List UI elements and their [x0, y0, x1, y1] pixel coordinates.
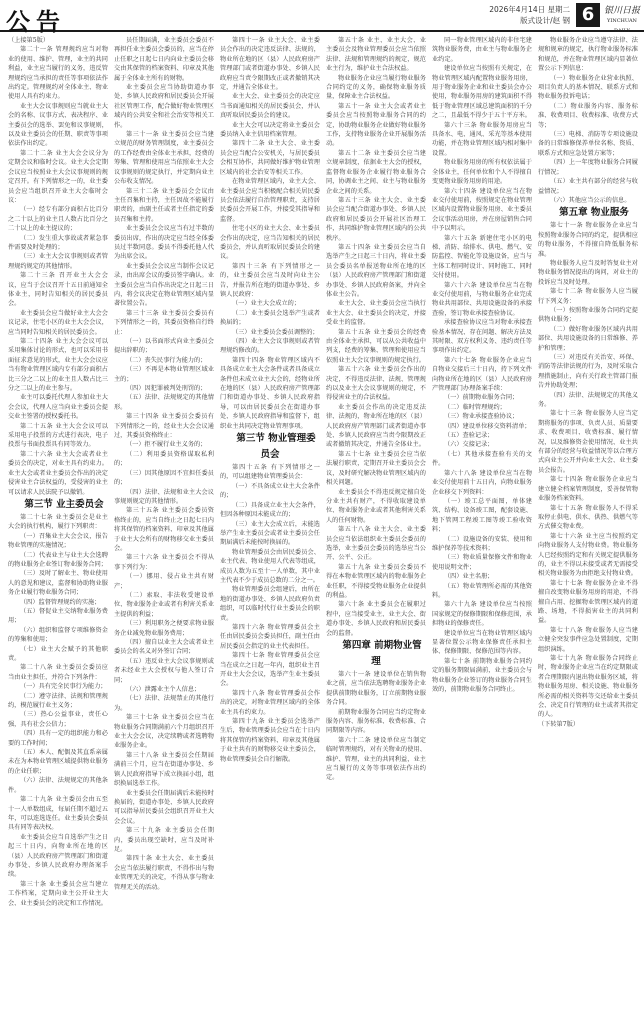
article-paragraph: （一）物业服务企业营业执照、项目负责人的基本情况、联系方式和物业服务投诉电话；: [538, 74, 638, 101]
article-columns: [8, 36, 638, 1018]
article-paragraph: 第五十七条 业主委员会应当依法履行职责，定期召开业主委员会会议，及时研究解决物业管理区域内的相关问题。: [326, 450, 426, 487]
article-paragraph: （二）发生重大事故或者紧急事件需要及时处理的；: [8, 234, 108, 251]
article-paragraph: 第六十六条 建设单位应当在物业交付使用前，与物业服务企业完成物业共用部位、共用设施设备的承接查验，签订物业承接查验协议。: [432, 281, 532, 317]
article-paragraph: （四）业主大会议事规则或者管理规约修改的。: [220, 338, 320, 355]
article-paragraph: 第七十七条 物业服务企业不得擅自改变物业服务用房的用途，不得擅自占用、挖掘物业管理区域内的道路、场地，不得损害业主的共同利益。: [538, 579, 638, 625]
article-paragraph: （三）电梯、消防等专项设施设备的日常维修保养单位名称、资质、联系方式和应急处置方案等；: [538, 131, 638, 157]
article-paragraph: 第三十一条 业主委员会应当建立规范的财务管理制度，业主委员会的工作经费由全体业主承担，经费的筹集、管理和使用应当依照业主大会议事规则的规定执行，并定期向业主公布收支情况。: [114, 131, 214, 186]
newspaper-logo: [604, 6, 640, 36]
article-paragraph: 第六十条 业主委员会在履职过程中，应当接受业主、业主大会、街道办事处、乡镇人民政府和居民委员会的监督。: [326, 601, 426, 637]
article-paragraph: （一）按照物业服务合同约定提供物业服务；: [538, 306, 638, 324]
article-paragraph: 第四十八条 物业管理委员会作出的决定，对物业管理区域内的全体业主具有约束力。: [220, 689, 320, 716]
article-paragraph: 业主大会、业主委员会的决定应当书面通知相关的居民委员会，并认真听取居民委员会的建议。: [220, 93, 320, 120]
article-paragraph: （上接第5版）: [8, 37, 50, 44]
text-column-2: [114, 36, 214, 1018]
article-paragraph: 第七十八条 物业服务人应当建立健全突发事件应急处置制度，定期组织演练。: [538, 626, 638, 653]
article-paragraph: 第七十四条 物业服务企业应当建立健全档案管理制度，妥善保管物业服务档案资料。: [538, 476, 638, 503]
article-paragraph: （五）违反业主大会议事规则或者未经业主大会授权与他人签订合同；: [114, 657, 214, 684]
article-paragraph: 第六十八条 建设单位应当在物业交付使用前十五日内，向物业服务企业移交下列资料：: [432, 469, 532, 496]
article-paragraph: 第三十四条 业主委员会委员有下列情形之一的，经业主大会会议通过，其委员资格终止：: [114, 413, 214, 440]
article-paragraph: 第三十九条 业主委员会任期内，委员出现空缺时，应当及时补足。: [114, 827, 214, 853]
article-paragraph: 第四十四条 物业管理区域内不具备成立业主大会条件或者具备成立条件但未成立业主大会的，经物业所在地的区（县）人民政府房产管理部门和街道办事处、乡镇人民政府指导，可以由居民委员会在街道办事处、乡镇人民政府指导和监督下，组织业主共同决定物业管理事项。: [220, 356, 320, 430]
layout-editor: 版式设计/赵 钢: [520, 16, 570, 25]
article-paragraph: （六）其他应当公示的信息。: [550, 196, 631, 204]
article-paragraph: （二）物业服务内容、服务标准、收费项目、收费标准、收费方式等；: [538, 102, 638, 129]
article-paragraph: （六）泄露业主个人信息；: [126, 686, 201, 694]
article-paragraph: 业主委员会应当协助街道办事处、乡镇人民政府和居民委员会开展社区管理工作，配合做好物业管理区域内的公共安全和社会治安等相关工作。: [114, 84, 214, 129]
article-paragraph: （二）索取、非法收受建设单位、物业服务企业或者有利害关系业主提供的利益；: [114, 591, 214, 618]
article-paragraph: 第四十九条 业主委员会选举产生后，物业管理委员会应当在十日内将其保管的档案资料、印章及其他属于业主共有的财物移交业主委员会，物业管理委员会自行解散。: [220, 718, 320, 763]
article-paragraph: （二）具备成立业主大会条件，但因各种原因未能成立的；: [220, 501, 320, 519]
article-paragraph: （二）临时管理规约；: [444, 403, 506, 411]
article-paragraph: 业主委员会应当自选举产生之日起三十日内，向物业所在地的区（县）人民政府房产管理部门和街道办事处、乡镇人民政府办理备案手续。: [8, 833, 108, 879]
article-paragraph: 第五十八条 业主大会、业主委员会应当依法组织业主委员会委员的选举，业主委员会委员的选举应当公开、公平、公正。: [326, 526, 426, 562]
article-paragraph: 业主大会可以决定将业主委员会委员纳入业主信用档案管理。: [220, 121, 320, 139]
article-paragraph: （六）组织和监督专项维修资金的筹集和使用；: [8, 626, 108, 644]
chapter-heading: 第四章 前期物业管理: [342, 640, 422, 667]
article-paragraph: （五）物业管理所必需的其他资料。: [432, 582, 532, 599]
article-paragraph: （二）遵守法律、法规和管理规约，模范履行业主义务；: [8, 692, 108, 710]
article-paragraph: 物业管理委员会由居民委员会、业主代表、物业使用人代表等组成，成员人数为五至十一人单数，其中业主代表不少于成员总数的二分之一。: [220, 548, 320, 584]
article-paragraph: （一）以书面形式向业主委员会提出辞职的；: [114, 338, 214, 355]
article-paragraph: （三）业主大会议事规则或者管理规约规定的其他情形。: [8, 253, 108, 270]
article-paragraph: 第七十三条 物业服务人应当定期将服务的事项、负责人员、质量要求、收费项目、收费标准、履行情况，以及维修资金使用情况、业主共有部分的经营与收益情况等以合理方式向业主公开并向业主大会、业主委员会报告。: [538, 410, 638, 474]
section-title: 公告: [6, 8, 66, 36]
article-paragraph: （四）因犯罪被判处刑罚的；: [126, 385, 207, 393]
article-paragraph: （三）利用职务之便要求物业服务企业减免物业服务费用；: [114, 620, 214, 637]
article-paragraph: 第四十二条 业主大会、业主委员会应当配合公安机关，与居民委员会相互协作，共同做好维护物业管理区域内的社会治安等相关工作。: [220, 140, 320, 176]
article-paragraph: 住宅小区的业主大会、业主委员会作出的决定，应当告知相关的居民委员会，并认真听取居民委员会的建议。: [220, 225, 320, 261]
article-paragraph: （五）查验记录；: [444, 432, 494, 440]
article-paragraph: 物业服务人应当及时答复业主对物业服务情况提出的询问，对业主的投诉应当及时处理。: [538, 259, 638, 286]
article-paragraph: 物业服务企业应当履行物业服务合同约定的义务，确保物业服务质量，保障业主合法权益。: [326, 74, 426, 101]
article-paragraph: 业主可以委托代理人参加业主大会会议，代理人应当向业主委员会提交业主签署的授权委托书。: [8, 394, 108, 421]
article-paragraph: 第四十五条 有下列情形之一的，可以组建物业管理委员会：: [220, 464, 320, 481]
article-paragraph: （一）业主大会成立的；: [232, 300, 301, 308]
article-paragraph: 业主委员会应当做好业主大会会议记录，住宅小区的业主大会会议，应当同时告知相关的居民委员会。: [8, 309, 108, 336]
article-paragraph: 第四十条 业主大会、业主委员会应当依法履行职责，不得作出与物业管理无关的决定，不得从事与物业管理无关的活动。: [114, 855, 214, 891]
article-paragraph: 第四十七条 物业管理委员会应当在成立之日起一年内，组织业主召开业主大会会议，选举产生业主委员会。: [220, 652, 320, 688]
page-number-badge: 6: [576, 3, 600, 27]
issue-meta: [489, 4, 570, 26]
text-column-6: [538, 36, 638, 1018]
article-paragraph: 第三十六条 业主委员会不得从事下列行为：: [114, 554, 214, 571]
article-paragraph: 第五十五条 业主委员会的经费由全体业主承担，可以从公共收益中列支，经费的筹集、管理和使用应当依照业主大会议事规则的规定执行。: [326, 328, 426, 364]
article-paragraph: 第二十二条 业主大会会议分为定期会议和临时会议。业主大会定期会议应当按照业主大会议事规则的规定召开。有下列情形之一的，业主委员会应当组织召开业主大会临时会议：: [8, 149, 108, 204]
article-paragraph: （四）上一年度物业服务合同履行情况；: [538, 159, 638, 176]
article-paragraph: （四）业主名册；: [444, 573, 494, 581]
article-paragraph: （四）监督管理规约的实施；: [20, 598, 101, 606]
article-paragraph: （四）擅自以业主大会或者业主委员会的名义对外签订合同；: [114, 639, 214, 656]
article-paragraph: （五）督促业主交纳物业服务费用；: [8, 607, 108, 625]
article-paragraph: （二）丧失民事行为能力的；: [126, 356, 207, 364]
article-paragraph: 业主委员会不得违反规定擅自处分业主共有财产，不得收取建设单位、物业服务企业或者其他利害关系人的任何财物。: [326, 488, 426, 524]
article-paragraph: 第二十四条 业主大会会议可以采用集体讨论的形式，也可以采用书面征求意见的形式，业主大会会议应当有物业管理区域内专有部分面积占比三分之二以上的业主且人数占比三分之二以上的业主参与。: [8, 338, 108, 393]
article-paragraph: 业主大会、业主委员会应当执行业主大会、业主委员会的决定，并接受业主的监督。: [326, 300, 426, 327]
article-paragraph: 第二十五条 业主大会会议可以采用电子投票的方式进行表决，电子投票与书面投票具有同等效力。: [8, 422, 108, 449]
article-paragraph: 第二十一条 管理规约应当对物业的使用、维护、管理，业主的共同利益，业主应当履行的义务，违反管理规约应当承担的责任等事项依法作出约定。管理规约对全体业主、物业使用人具有约束力。: [8, 46, 108, 101]
article-paragraph: 在物业管理区域内，业主大会、业主委员会应当积极配合相关居民委员会依法履行自治管理职责，支持居民委员会开展工作，并接受其指导和监督。: [220, 178, 320, 223]
article-paragraph: 第六十七条 物业服务企业应当自物业交接后三十日内，持下列文件向物业所在地的区（县）人民政府房产管理部门办理备案手续：: [432, 356, 532, 393]
article-paragraph: 第三十五条 业主委员会委员资格终止的，应当自终止之日起七日内将其保管的档案资料、印章及其他属于业主大会所有的财物移交业主委员会。: [114, 507, 214, 552]
issue-date: 2026年4月14日 星期二: [489, 5, 570, 14]
article-paragraph: （下转第7版）: [538, 720, 580, 728]
chapter-heading: 第三节 业主委员会: [24, 498, 104, 510]
article-paragraph: （七）其他承接查验有关的文件。: [432, 450, 532, 468]
article-paragraph: （二）业主委员会选举产生或者换届的；: [220, 309, 320, 327]
article-paragraph: （三）热心公益事业，责任心强，具有社会公信力；: [8, 711, 108, 728]
article-paragraph: 业主委员会任期届满后未能按时换届的，街道办事处、乡镇人民政府可以指导居民委员会组织召开业主大会会议。: [114, 789, 214, 825]
article-paragraph: 第二十三条 召开业主大会会议，应当于会议召开十五日前通知全体业主，同时告知相关的居民委员会。: [8, 272, 108, 308]
article-paragraph: 第七十六条 业主应当按照约定向物业服务人支付物业费。物业服务人已经按照约定和有关规定提供服务的，业主不得以未接受或者无需接受相关物业服务为由拒绝支付物业费。: [538, 532, 638, 578]
article-paragraph: 业主委员会会议应当制作会议记录，由出席会议的委员签字确认。业主委员会应当自作出决定之日起三日内，将会议决定在物业管理区域内显著位置公告。: [114, 262, 214, 308]
article-paragraph: 前期物业服务合同应当约定物业服务内容、服务标准、收费标准、合同期限等内容。: [326, 708, 426, 735]
article-paragraph: 业主委员会作出的决定违反法律、法规的，物业所在地的区（县）人民政府房产管理部门或者街道办事处、乡镇人民政府应当责令限期改正或者撤销其决定，并通告全体业主。: [326, 403, 426, 449]
article-paragraph: （三）不再是本物业管理区域业主的；: [114, 366, 214, 383]
article-paragraph: 第六十三条 物业服务用房应当具备水、电、通风、采光等基本使用功能，并在物业管理区域内相对集中设置。: [432, 121, 532, 157]
logo-subtitle: YINCHUAN DAILY: [607, 18, 637, 34]
article-paragraph: 第四十一条 业主大会、业主委员会作出的决定违反法律、法规的，物业所在地的区（县）人民政府房产管理部门或者街道办事处、乡镇人民政府应当责令限期改正或者撤销其决定，并通告全体业主。: [220, 37, 320, 92]
article-paragraph: 第七十二条 物业服务人应当履行下列义务：: [538, 288, 638, 305]
article-paragraph: （四）建设单位移交资料清单；: [444, 422, 531, 430]
article-paragraph: 建设单位应当在物业管理区域内显著位置公示物业保修责任承担主体、保修期限、保修范围等内容。: [432, 629, 532, 656]
article-paragraph: 第四十六条 物业管理委员会主任由居民委员会委员担任，副主任由居民委员会指定的业主代表担任。: [220, 623, 320, 650]
article-paragraph: 第五十三条 业主大会、业主委员会应当配合街道办事处、乡镇人民政府和居民委员会开展社区治理工作，共同维护物业管理区域内的公共秩序。: [326, 196, 426, 242]
page-masthead: [0, 0, 644, 36]
article-paragraph: 第二十八条 业主委员会委员应当由业主担任，并符合下列条件：: [8, 664, 108, 681]
article-paragraph: （一）经专有部分面积占比百分之二十以上的业主且人数占比百分之二十以上的业主提议的；: [8, 206, 108, 233]
article-paragraph: （四）具有一定的组织能力和必要的工作时间；: [8, 730, 108, 747]
article-paragraph: 建设单位应当按照有关规定，在物业管理区域内配置物业服务用房，用于物业服务企业和业主委员会办公使用，物业服务用房的建筑面积不得低于物业管理区域总建筑面积的千分之二，且最低不得少于五十平方米。: [432, 65, 532, 120]
article-paragraph: （四）法律、法规规定的其他义务。: [538, 391, 638, 409]
article-paragraph: （六）交接记录；: [444, 441, 494, 449]
article-paragraph: 第三十七条 业主委员会应当在物业服务合同期满前六个月组织召开业主大会会议，决定续聘或者选聘物业服务企业。: [114, 714, 214, 750]
article-paragraph: （四）法律、法规和业主大会议事规则规定的其他情形。: [114, 488, 214, 505]
article-paragraph: （七）业主大会赋予的其他职责。: [8, 645, 108, 662]
article-paragraph: 业主大会议事规则应当就业主大会的名称、议事方式、表决程序、业主委员会的选举、罢免和议事规则，以及业主委员会的任期、职责等事项依法作出约定。: [8, 102, 108, 148]
article-paragraph: （三）业主委员会委员调整的；: [232, 328, 319, 336]
article-paragraph: 第五十一条 业主大会或者业主委员会应当按照物业服务合同的约定，协助物业服务企业做好物业服务工作，支持物业服务企业开展服务活动。: [326, 102, 426, 148]
article-paragraph: （六）法律、法规规定的其他条件。: [8, 777, 108, 794]
article-paragraph: （三）因其他原因不宜担任委员的；: [114, 469, 214, 487]
article-paragraph: （一）召集业主大会会议，报告物业管理的实施情况；: [8, 532, 108, 550]
article-paragraph: 第二十六条 业主大会或者业主委员会的决定，对业主具有约束力。业主大会或者业主委员会作出的决定侵害业主合法权益的，受侵害的业主可以请求人民法院予以撤销。: [8, 450, 108, 496]
article-paragraph: 第七十条 前期物业服务合同约定的服务期限届满前，业主委员会与物业服务企业签订的物业服务合同生效的，前期物业服务合同终止。: [432, 657, 532, 694]
chapter-heading: 第三节 物业管理委员会: [236, 433, 316, 461]
text-column-3: [220, 36, 320, 1018]
article-paragraph: 业主委员会会议应当有过半数的委员出席，作出的决定应当经全体委员过半数同意。委员不得委托他人代为出席会议。: [114, 225, 214, 261]
article-paragraph: （三）及时了解业主、物业使用人的意见和建议，监督和协助物业服务企业履行物业服务合同；: [8, 570, 108, 597]
article-paragraph: 第五十九条 业主委员会委员不得在本物业管理区域内的物业服务企业任职，不得接受物业服务企业提供的利益。: [326, 563, 426, 599]
article-paragraph: 第三十二条 业主委员会会议由主任召集和主持，主任因故不能履行职责的，由副主任或者主任指定的委员召集和主持。: [114, 187, 214, 223]
article-paragraph: 第三十条 业主委员会应当建立工作档案，定期向业主公开业主大会、业主委员会的决定和工作情况。: [8, 880, 108, 907]
article-paragraph: 第五十四条 业主委员会应当自选举产生之日起三十日内，将业主委员会委员名单报送物业所在地的区（县）人民政府房产管理部门和街道办事处、乡镇人民政府备案，并向全体业主公告。: [326, 243, 426, 298]
text-column-4: [326, 36, 426, 1018]
article-paragraph: （三）物业承接查验协议；: [444, 413, 519, 421]
article-paragraph: 第五十条 业主、业主大会、业主委员会及物业管理委员会应当依照法律、法规和管理规约的规定，规范业主行为，维护业主合法权益。: [326, 37, 426, 73]
article-paragraph: 第四十三条 有下列情形之一的，业主委员会应当及时向业主公告，并报告所在地的街道办事处、乡镇人民政府：: [220, 262, 320, 298]
article-paragraph: 第六十一条 建设单位在销售物业之前，应当依法选聘物业服务企业提供前期物业服务，订立前期物业服务合同。: [326, 671, 426, 707]
article-paragraph: 同一物业管理区域内的非住宅建筑物业服务费，由业主与物业服务企业约定。: [432, 37, 532, 63]
article-paragraph: （三）对违反有关治安、环保、消防等法律法规的行为，及时采取合理措施制止，向有关行政主管部门报告并协助处理；: [538, 354, 638, 390]
article-paragraph: 第六十二条 建设单位应当制定临时管理规约，对有关物业的使用、维护、管理，业主的共同利益，业主应当履行的义务等事项依法作出约定。: [326, 736, 426, 782]
article-paragraph: （一）拒不履行业主义务的；: [126, 441, 207, 449]
article-paragraph: 第二十七条 业主委员会是业主大会的执行机构，履行下列职责：: [8, 513, 108, 531]
article-paragraph: （一）竣工总平面图，单体建筑、结构、设备竣工图，配套设施、地下管网工程竣工图等竣工验收资料；: [432, 497, 532, 534]
article-paragraph: 第五十二条 业主委员会应当建立规章制度，依据业主大会的授权，监督物业服务企业履行物业服务合同，协调业主之间、业主与物业服务企业之间的关系。: [326, 149, 426, 195]
article-paragraph: 第七十九条 物业服务合同终止时，物业服务企业应当在约定期限或者合理期限内退出物业服务区域，将物业服务用房、相关设施、物业服务所必需的相关资料等交还给业主委员会、决定自行管理的业主或者其指定的人。: [538, 655, 638, 719]
article-paragraph: （一）挪用、侵占业主共有财产；: [114, 573, 214, 590]
article-paragraph: 第六十九条 建设单位应当按照国家规定的保修期限和保修范围，承担物业的保修责任。: [432, 601, 532, 628]
article-paragraph: 第三十三条 业主委员会委员有下列情形之一的，其委员资格自行终止：: [114, 309, 214, 336]
article-paragraph: 第六十四条 建设单位应当在物业交付使用前，按照规定在物业管理区域内设置物业服务用房、业主委员会议事活动用房，并在房屋销售合同中予以明示。: [432, 187, 532, 233]
article-paragraph: 第二十九条 业主委员会由五至十一人单数组成，每届任期不超过五年，可以连选连任。业主委员会委员具有同等表决权。: [8, 796, 108, 832]
article-paragraph: （三）业主大会成立后，未能选举产生业主委员会或者业主委员会任期届满后未能按时换届的。: [220, 520, 320, 547]
text-column-1: [8, 36, 108, 1018]
chapter-heading: 第五章 物业服务: [559, 207, 629, 219]
article-paragraph: 物业服务企业应当遵守法律、法规和规章的规定，执行物业服务标准和规范，并在物业管理区域内显著位置公示下列信息：: [538, 37, 638, 73]
article-paragraph: （一）具有完全民事行为能力；: [20, 683, 107, 691]
article-paragraph: （一）前期物业服务合同；: [444, 394, 519, 402]
article-paragraph: （二）做好物业服务区域内共用部位、共用设施设备的日常维修、养护和管理；: [538, 325, 638, 352]
article-paragraph: 物业服务用房的所有权依法属于全体业主，任何单位和个人不得擅自变更物业服务用房的用途。: [432, 159, 532, 186]
article-paragraph: 承接查验协议应当对物业承接查验基本情况、存在问题、解决方法及其时限、双方权利义务、违约责任等事项作出约定。: [432, 319, 532, 355]
article-paragraph: （三）物业质量保修文件和物业使用说明文件；: [432, 554, 532, 571]
article-paragraph: （七）法律、法规禁止的其他行为。: [114, 695, 214, 712]
article-paragraph: （二）设施设备的安装、使用和维护保养等技术资料；: [432, 535, 532, 552]
logo-text: 银川日报: [604, 6, 641, 16]
article-paragraph: 第七十一条 物业服务企业应当按照物业服务合同的约定，提供相应的物业服务，不得擅自降低服务标准。: [538, 222, 638, 258]
article-paragraph: 第三十八条 业主委员会任期届满前三个月，应当在街道办事处、乡镇人民政府指导下成立换届小组，组织换届选举工作。: [114, 751, 214, 788]
article-paragraph: （五）业主共有部分的经营与收益情况；: [538, 178, 638, 195]
article-paragraph: （一）不具备成立业主大会条件的；: [220, 482, 320, 500]
article-paragraph: （二）利用委员资格谋取私利的；: [114, 450, 214, 468]
article-paragraph: 员任期届满，业主委员会委员不再担任业主委员会委员的，应当在停止任职之日起七日内向业主委员会移交由其保管的档案资料、印章及其他属于全体业主所有的财物。: [114, 37, 214, 82]
article-paragraph: 物业管理委员会组建后，由所在地的街道办事处、乡镇人民政府负责组织，可以临时代行业主委员会的职责。: [220, 586, 320, 622]
article-paragraph: 第六十五条 新建住宅小区的电梯、消防、给排水、供电、燃气、安防监控、智能化等设施设备，应当与主体工程同时设计、同时施工、同时交付使用。: [432, 234, 532, 280]
article-paragraph: （二）代表业主与业主大会选聘的物业服务企业签订物业服务合同；: [8, 551, 108, 568]
text-column-5: [432, 36, 532, 1018]
article-paragraph: 第七十五条 物业服务人不得采取停止供电、供水、供热、供燃气等方式催交物业费。: [538, 504, 638, 531]
article-paragraph: （五）法律、法规规定的其他情形。: [114, 394, 214, 411]
article-paragraph: （五）本人、配偶及其直系亲属未在为本物业管理区域提供物业服务的企业任职；: [8, 749, 108, 775]
article-paragraph: 第五十六条 业主委员会作出的决定，不得违反法律、法规、管理规约以及业主大会议事规则的规定，不得侵害业主的合法权益。: [326, 366, 426, 402]
